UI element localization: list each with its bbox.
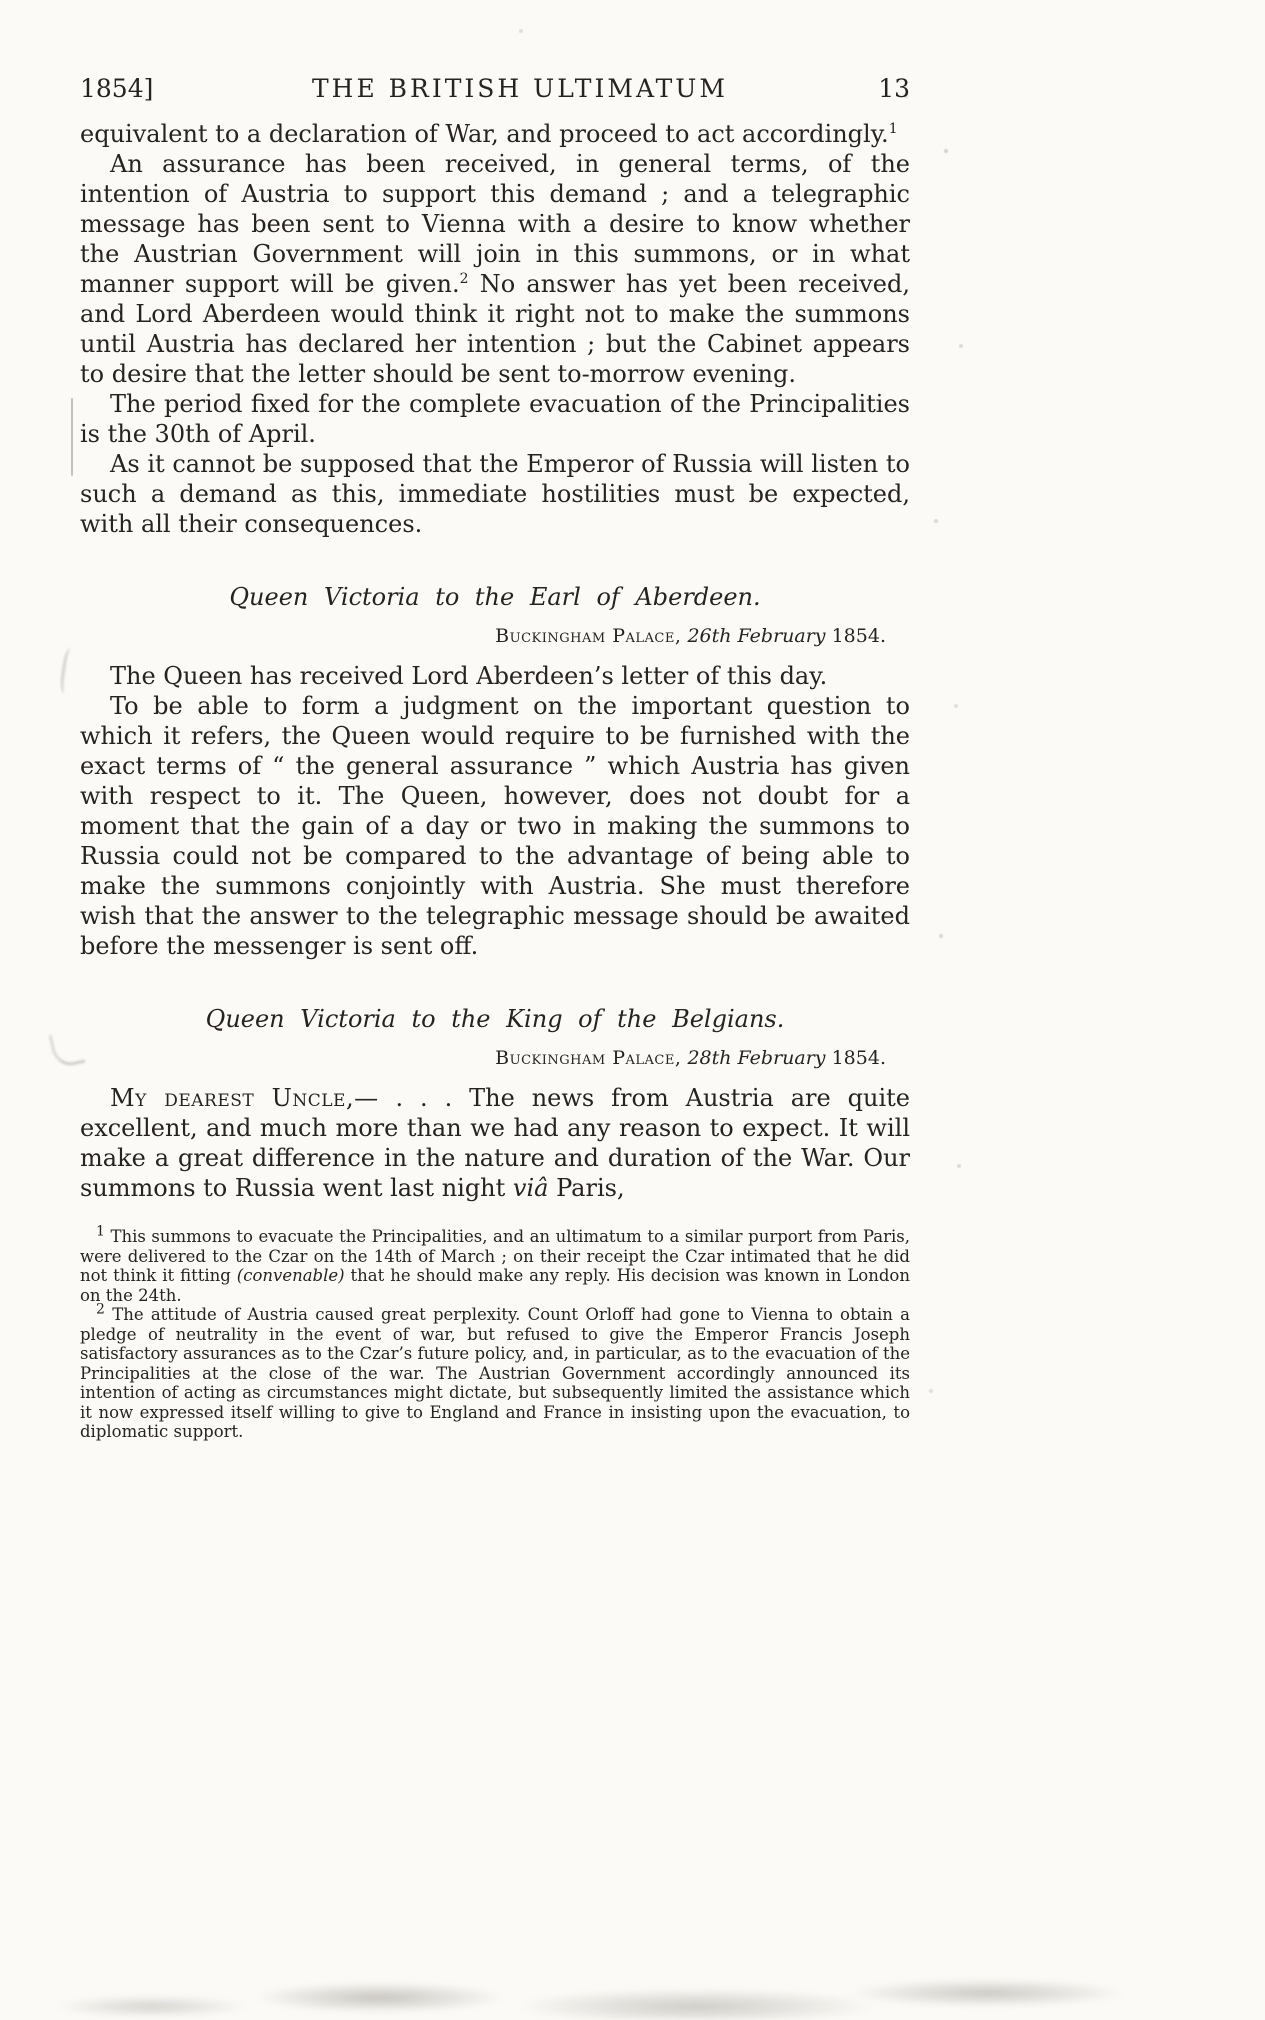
letter-salutation: My dearest Uncle,— [110,1084,379,1112]
header-year: 1854] [80,74,154,103]
paragraph-continuation [80,119,910,149]
page-body [80,119,910,1442]
header-title: THE BRITISH ULTIMATUM [312,74,728,103]
running-header [80,74,910,103]
letter-belgians [80,1005,910,1203]
footnote-number: 1 [96,1223,105,1240]
dateline-date: 28th February [687,1047,826,1069]
footnote-2 [80,1301,910,1442]
header-page-number: 13 [878,74,910,103]
paragraph-text: No answer has yet been received, and Lord Aberdeen would think it right not to make the summons until Austria has declared her intention ; but the Cabinet appears to desire that the letter should be sent to-morrow evening. [80,270,910,388]
footnote-text: This summons to evacuate the Principalities, and an ultimatum to a similar purport from Paris, were delivered to the Czar on the 14th of March ; on their receipt the Czar intimated that he did not think it fitting [80,1227,910,1285]
scan-speck-artifacts [0,0,2,2]
footnote-1 [80,1223,910,1305]
scan-bottom-noise-artifact [0,1930,1265,2020]
letter-aberdeen [80,583,910,961]
footnote-text: The attitude of Austria caused great perplexity. Count Orloff had gone to Vienna to obtain a pledge of neutrality in the event of war, but refused to give the Emperor Francis Joseph satisfactory assurances as to the Czar’s future policy, and, in particular, as to the evacuation of the Principalities at the close of the war. The Austrian Government accordingly announced its intention of acting as circumstances might dictate, but subsequently limited the assistance which it now expressed itself willing to give to England and France in insisting upon the evacuation, to diplomatic support. [80,1305,910,1441]
dateline-date: 26th February [687,625,826,647]
letter-heading: Queen Victoria to the King of the Belgians. [205,1005,785,1033]
dateline-year: 1854. [831,625,886,647]
dateline [80,1043,910,1073]
paragraph-text: . . . The news from Austria are quite excellent, and much more than we had any reason to expect. It will make a great difference in the nature and duration of the War. Our summons to Russia went last night [80,1084,910,1202]
paragraph-text: An assurance has been received, in general terms, of the intention of Austria to support this demand ; and a telegraphic message has been sent to Vienna with a desire to know whether the Austrian Government will join in this summons, or in what manner support will be given. [80,150,910,298]
paragraph [80,149,910,389]
dateline-place: Buckingham Palace, [495,625,682,647]
dateline-place: Buckingham Palace, [495,1047,682,1069]
dateline-year: 1854. [831,1047,886,1069]
letter-heading: Queen Victoria to the Earl of Aberdeen. [229,583,761,611]
footnote-reference-1: 1 [888,121,898,137]
text-block [80,74,910,1442]
paragraph-text: equivalent to a declaration of War, and proceed to act accordingly. [80,120,889,148]
paragraph-text: Paris, [548,1174,625,1202]
scan-margin-mark-artifact [59,647,79,695]
paragraph: As it cannot be supposed that the Emperor of Russia will listen to such a demand as this, immediate hostilities must be expected, with all their consequences. [80,450,910,538]
footnote-text: that he should make any reply. His decision was known in London on the 24th. [80,1266,910,1305]
footnote-reference-2: 2 [459,271,469,287]
paragraph: The period fixed for the complete evacuation of the Principalities is the 30th of April. [80,390,910,448]
paragraph: The Queen has received Lord Aberdeen’s letter of this day. [110,662,828,690]
paragraph [80,1083,910,1203]
dateline [80,621,910,651]
footnote-text-italic: (convenable) [236,1266,345,1285]
footnotes [80,1223,910,1442]
scan-margin-bar-artifact [71,398,73,476]
paragraph: To be able to form a judgment on the important question to which it refers, the Queen would require to be furnished with the exact terms of “ the general assurance ” which Austria has given with respect to it. The Queen, however, does not doubt for a moment that the gain of a day or two in making the summons to Russia could not be compared to the advantage of being able to make the summons conjointly with Austria. She must therefore wish that the answer to the telegraphic message should be awaited before the messenger is sent off. [80,692,910,960]
footnote-number: 2 [96,1301,105,1318]
paragraph-text-italic: viâ [512,1174,549,1202]
